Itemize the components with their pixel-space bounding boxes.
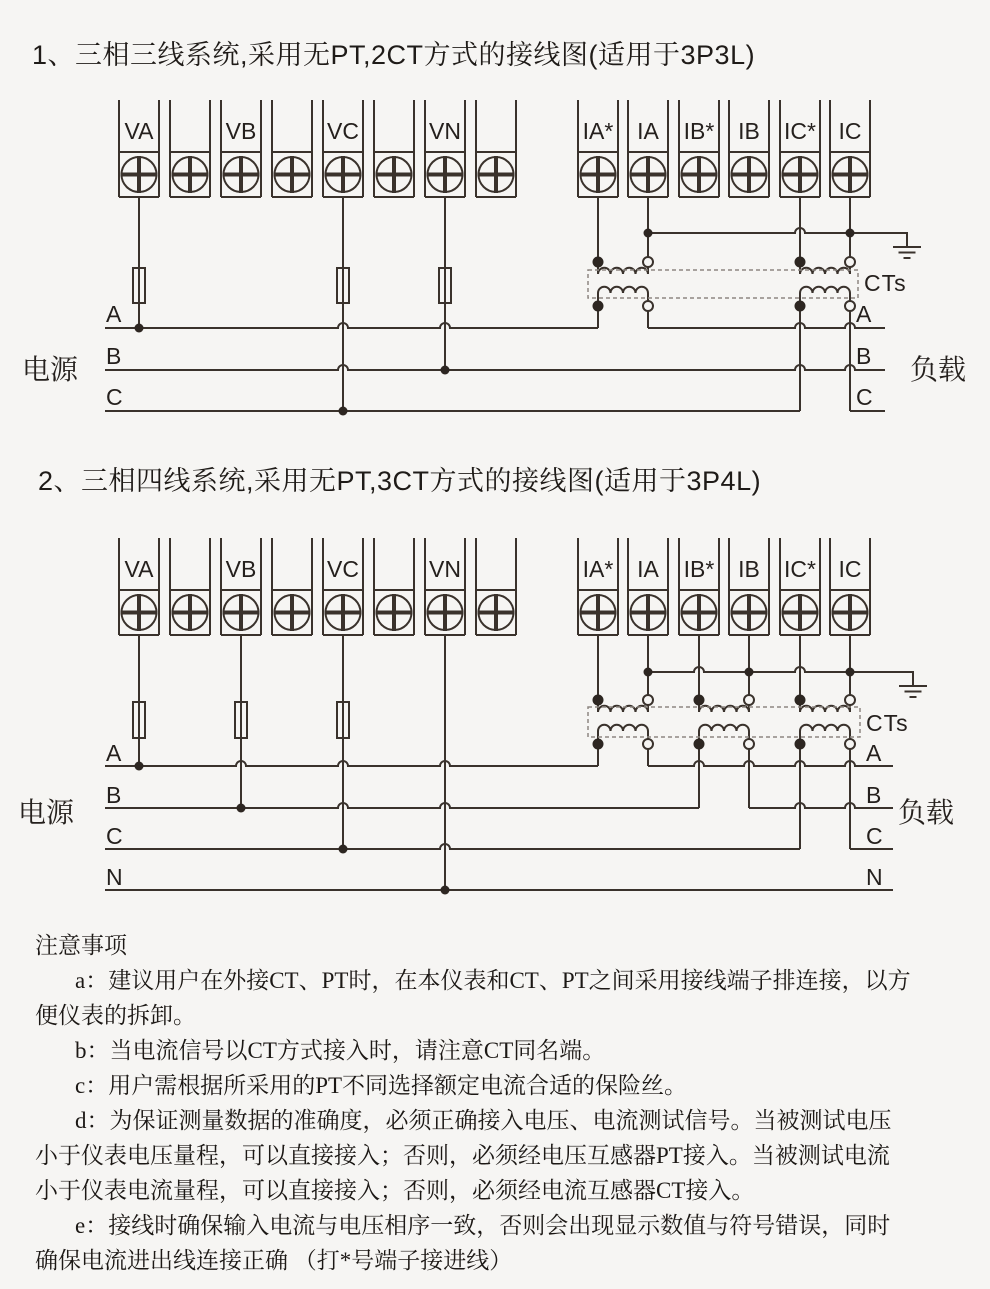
wiring-diagram-3p4l	[0, 525, 990, 915]
polarity-dot-open	[845, 695, 855, 705]
note-line-d-cont1: 小于仪表电压量程，可以直接接入；否则，必须经电压互感器PT接入。当被测试电流	[35, 1143, 890, 1168]
terminal-label: VB	[225, 118, 257, 144]
note-line-e: e：接线时确保输入电流与电压相序一致，否则会出现显示数值与符号错误，同时	[75, 1213, 891, 1238]
terminal-blank	[272, 100, 312, 197]
polarity-dot-marked	[593, 257, 603, 267]
terminal-label: VC	[327, 118, 359, 144]
note-line-e-cont: 确保电流进出线连接正确 （打*号端子接进线）	[35, 1248, 513, 1273]
cts-label: CTs	[864, 270, 907, 296]
wiring-lines	[105, 197, 907, 411]
notes-section	[35, 928, 975, 1278]
terminal-ia-star	[578, 100, 618, 197]
junction-dot	[339, 845, 348, 854]
phase-label-right: A	[856, 301, 872, 327]
section1-title: 1、三相三线系统,采用无PT,2CT方式的接线图(适用于3P3L)	[32, 40, 756, 70]
terminal-vc	[323, 100, 363, 197]
phase-label-left: C	[106, 823, 123, 849]
terminal-ic	[830, 538, 870, 635]
terminal-block-current	[578, 100, 870, 197]
polarity-dot-marked	[694, 695, 704, 705]
terminal-label: IB	[738, 118, 760, 144]
junction-dot	[644, 668, 653, 677]
terminal-label: IC*	[784, 118, 816, 144]
terminal-vb	[221, 100, 261, 197]
polarity-dot-open	[643, 739, 653, 749]
terminal-va	[119, 100, 159, 197]
terminal-label: IA*	[582, 556, 614, 582]
load-label: 负载	[898, 797, 955, 828]
polarity-dot-open	[744, 739, 754, 749]
notes-heading: 注意事项	[35, 933, 127, 958]
junction-dot	[135, 324, 144, 333]
terminal-va	[119, 538, 159, 635]
wiring-diagram-3p3l	[0, 80, 990, 430]
terminal-label: IC*	[784, 556, 816, 582]
junction-dot	[441, 366, 450, 375]
terminal-vb	[221, 538, 261, 635]
terminal-label: VN	[429, 118, 461, 144]
phase-label-right: C	[856, 384, 873, 410]
terminal-vn	[425, 538, 465, 635]
wiring-lines	[105, 635, 913, 890]
ground-icon	[893, 247, 921, 258]
phase-label-left: A	[106, 740, 122, 766]
phase-label-right: C	[866, 823, 883, 849]
terminal-ic-star	[780, 538, 820, 635]
terminal-label: IA	[637, 556, 659, 582]
ct-dashed-box	[588, 270, 858, 298]
polarity-dot-open	[845, 739, 855, 749]
note-line-b: b：当电流信号以CT方式接入时，请注意CT同名端。	[75, 1038, 606, 1063]
terminal-blank	[476, 100, 516, 197]
terminal-ic	[830, 100, 870, 197]
junction-dot	[135, 762, 144, 771]
polarity-dot-marked	[795, 301, 805, 311]
phase-label-left: A	[106, 301, 122, 327]
junction-dot	[846, 229, 855, 238]
phase-label-right: B	[866, 782, 882, 808]
terminal-label: VN	[429, 556, 461, 582]
cts-label: CTs	[866, 710, 909, 736]
terminal-blank	[476, 538, 516, 635]
polarity-dot-open	[643, 695, 653, 705]
terminal-ia	[628, 538, 668, 635]
polarity-dot-marked	[795, 739, 805, 749]
polarity-dot-open	[845, 257, 855, 267]
terminal-label: IB*	[683, 118, 715, 144]
junction-dot	[745, 668, 754, 677]
polarity-dot-marked	[694, 739, 704, 749]
terminal-block-current	[578, 538, 870, 635]
source-label: 电源	[18, 797, 75, 828]
terminal-ib-star	[679, 538, 719, 635]
junction-dot	[237, 804, 246, 813]
polarity-dot-open	[845, 301, 855, 311]
terminal-ib	[729, 100, 769, 197]
terminal-ia	[628, 100, 668, 197]
polarity-dot-open	[643, 257, 653, 267]
ct-windings	[598, 705, 850, 739]
note-line-d: d：为保证测量数据的准确度，必须正确接入电压、电流测试信号。当被测试电压	[75, 1108, 892, 1133]
terminal-vn	[425, 100, 465, 197]
note-line-a-cont: 便仪表的拆卸。	[35, 1003, 196, 1028]
terminal-label: IA	[637, 118, 659, 144]
polarity-dot-open	[643, 301, 653, 311]
terminal-label: VC	[327, 556, 359, 582]
phase-label-right: B	[856, 343, 872, 369]
terminal-label: IC	[838, 118, 862, 144]
polarity-dot-marked	[795, 257, 805, 267]
terminal-blank	[374, 538, 414, 635]
terminal-vc	[323, 538, 363, 635]
terminal-label: IA*	[582, 118, 614, 144]
phase-label-left: N	[106, 864, 123, 890]
note-line-a: a：建议用户在外接CT、PT时，在本仪表和CT、PT之间采用接线端子排连接，以方	[75, 968, 911, 993]
ground-icon	[899, 686, 927, 697]
phase-label-right: N	[866, 864, 883, 890]
polarity-dot-marked	[593, 301, 603, 311]
terminal-blank	[374, 100, 414, 197]
terminal-label: IB	[738, 556, 760, 582]
terminal-label: VA	[124, 556, 154, 582]
ct-windings	[598, 267, 850, 301]
note-line-c: c：用户需根据所采用的PT不同选择额定电流合适的保险丝。	[75, 1073, 688, 1098]
polarity-dot-open	[744, 695, 754, 705]
load-label: 负载	[910, 354, 967, 385]
polarity-dot-marked	[795, 695, 805, 705]
terminal-label: IB*	[683, 556, 715, 582]
terminal-label: IC	[838, 556, 862, 582]
terminal-blank	[170, 100, 210, 197]
phase-label-left: C	[106, 384, 123, 410]
terminal-ia-star	[578, 538, 618, 635]
terminal-ib-star	[679, 100, 719, 197]
terminal-block-voltage	[119, 100, 516, 197]
terminal-blank	[272, 538, 312, 635]
phase-label-left: B	[106, 782, 122, 808]
terminal-ib	[729, 538, 769, 635]
polarity-dot-marked	[593, 695, 603, 705]
section2-title: 2、三相四线系统,采用无PT,3CT方式的接线图(适用于3P4L)	[38, 466, 762, 496]
polarity-dot-marked	[593, 739, 603, 749]
terminal-label: VB	[225, 556, 257, 582]
terminal-block-voltage	[119, 538, 516, 635]
terminal-ic-star	[780, 100, 820, 197]
terminal-blank	[170, 538, 210, 635]
terminal-label: VA	[124, 118, 154, 144]
junction-dot	[846, 668, 855, 677]
source-label: 电源	[22, 354, 79, 385]
junction-dot	[441, 886, 450, 895]
note-line-d-cont2: 小于仪表电流量程，可以直接接入；否则，必须经电流互感器CT接入。	[35, 1178, 755, 1203]
phase-label-left: B	[106, 343, 122, 369]
phase-label-right: A	[866, 740, 882, 766]
junction-dot	[644, 229, 653, 238]
junction-dot	[339, 407, 348, 416]
